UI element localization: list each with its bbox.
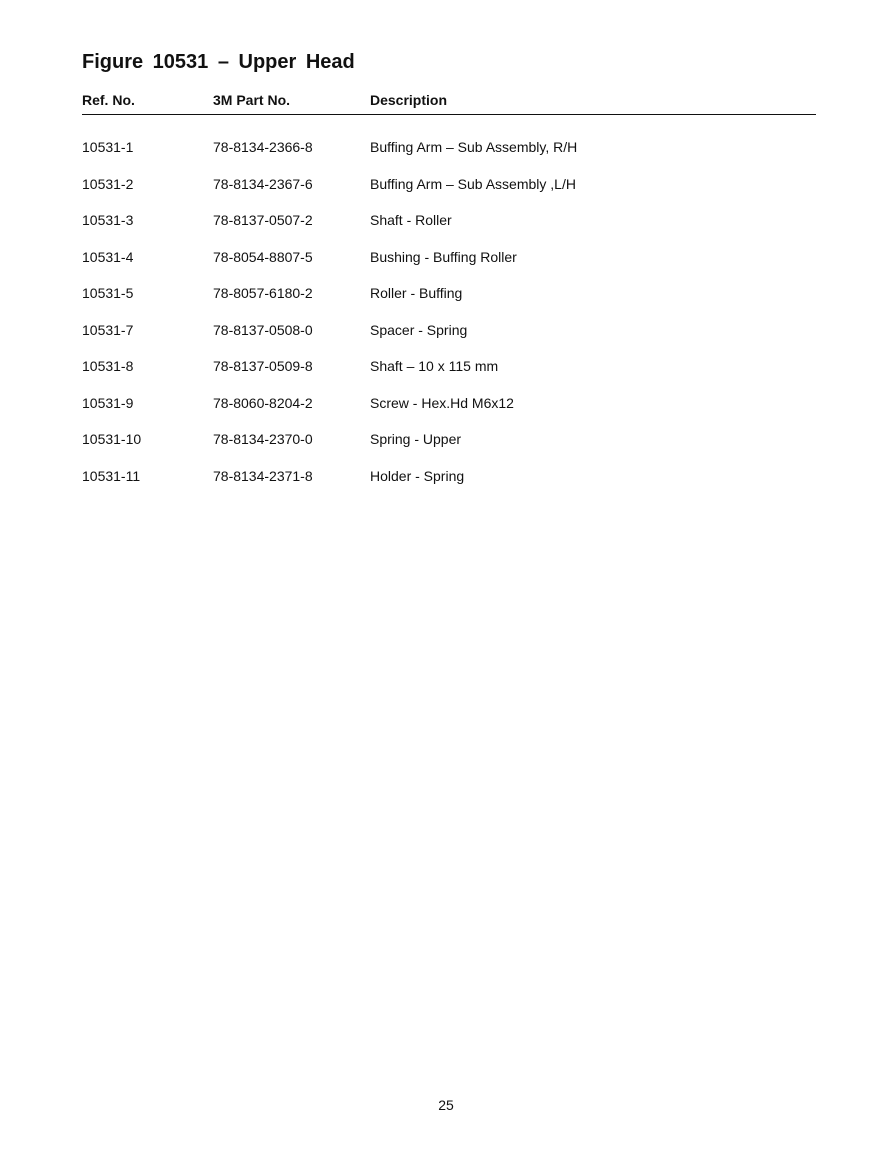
table-row xyxy=(82,358,816,395)
table-row xyxy=(82,322,816,359)
part-no-cell: 78-8137-0508-0 xyxy=(213,321,313,338)
part-no-cell: 78-8057-6180-2 xyxy=(213,285,313,301)
part-no-cell: 78-8137-0509-8 xyxy=(213,358,313,374)
description-cell: Spacer - Spring xyxy=(370,321,468,338)
ref-no-cell: 10531-7 xyxy=(82,321,134,338)
column-header-ref-no: Ref. No. xyxy=(82,92,135,108)
table-header xyxy=(82,92,816,115)
ref-no-cell: 10531-4 xyxy=(82,248,134,265)
table-row xyxy=(82,431,816,468)
part-no-cell: 78-8137-0507-2 xyxy=(213,212,313,228)
table-row xyxy=(82,212,816,249)
page-title: Figure 10531 – Upper Head xyxy=(82,51,355,73)
ref-no-cell: 10531-1 xyxy=(82,139,134,155)
description-cell: Shaft - Roller xyxy=(370,212,452,228)
part-no-cell: 78-8134-2370-0 xyxy=(213,431,313,447)
description-cell: Bushing - Buffing Roller xyxy=(370,248,517,265)
page-number: 25 xyxy=(438,1097,454,1113)
description-cell: Buffing Arm – Sub Assembly, R/H xyxy=(370,139,578,155)
part-no-cell: 78-8060-8204-2 xyxy=(213,394,313,411)
table-row xyxy=(82,468,816,505)
column-header-description: Description xyxy=(370,92,448,108)
ref-no-cell: 10531-11 xyxy=(82,467,141,484)
ref-no-cell: 10531-8 xyxy=(82,358,134,374)
ref-no-cell: 10531-10 xyxy=(82,431,142,447)
part-no-cell: 78-8134-2366-8 xyxy=(213,139,313,155)
description-cell: Buffing Arm – Sub Assembly ,L/H xyxy=(370,175,576,192)
ref-no-cell: 10531-5 xyxy=(82,285,134,301)
ref-no-cell: 10531-2 xyxy=(82,175,134,192)
part-no-cell: 78-8134-2371-8 xyxy=(213,467,313,484)
table-row xyxy=(82,139,816,176)
description-cell: Roller - Buffing xyxy=(370,285,463,301)
column-header-part-no: 3M Part No. xyxy=(213,92,291,108)
table-row xyxy=(82,176,816,213)
ref-no-cell: 10531-3 xyxy=(82,212,134,228)
table-row xyxy=(82,249,816,286)
table-row xyxy=(82,285,816,322)
part-no-cell: 78-8134-2367-6 xyxy=(213,175,313,192)
description-cell: Spring - Upper xyxy=(370,431,462,447)
part-no-cell: 78-8054-8807-5 xyxy=(213,248,313,265)
description-cell: Screw - Hex.Hd M6x12 xyxy=(370,394,514,411)
table-row xyxy=(82,395,816,432)
description-cell: Shaft – 10 x 115 mm xyxy=(370,358,499,374)
parts-table-body xyxy=(82,139,816,504)
ref-no-cell: 10531-9 xyxy=(82,394,134,411)
description-cell: Holder - Spring xyxy=(370,467,465,484)
